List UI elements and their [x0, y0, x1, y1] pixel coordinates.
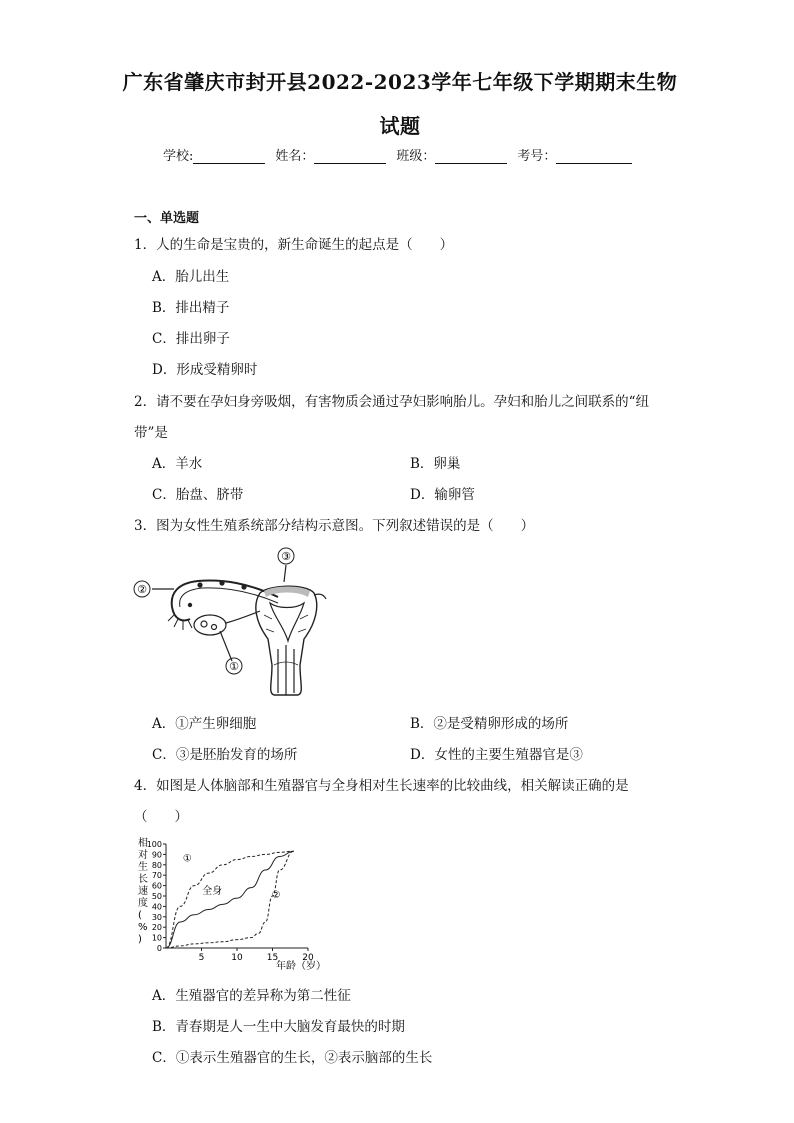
series-label: 全身 — [202, 885, 223, 897]
q1-option-c[interactable]: C．排出卵子 — [152, 331, 230, 347]
q1-option-d[interactable]: D．形成受精卵时 — [152, 362, 258, 378]
x-tick-label: 20 — [302, 953, 314, 963]
question-3-stem: 3．图为女性生殖系统部分结构示意图。下列叙述错误的是（ ） — [134, 518, 535, 534]
q2-option-a[interactable]: A．羊水 — [152, 456, 203, 472]
x-tick-label: 15 — [266, 953, 279, 963]
question-2-stem-line1: 2．请不要在孕妇身旁吸烟，有害物质会通过孕妇影响胎儿。孕妇和胎儿之间联系的“纽 — [134, 394, 649, 410]
chart-ylabel: 相对生长速度( % ) — [138, 838, 148, 945]
q2-option-b[interactable]: B．卵巢 — [410, 456, 461, 472]
y-tick-label: 30 — [151, 912, 162, 922]
x-tick-label: 5 — [198, 953, 205, 963]
exam-number-field[interactable]: 考号： — [517, 145, 638, 164]
section-heading: 一、单选题 — [134, 211, 200, 226]
female-reproductive-system-figure — [128, 545, 328, 700]
x-tick-label: 10 — [231, 953, 243, 963]
exam-title-line2: 试题 — [379, 114, 421, 138]
exam-title-line1: 广东省肇庆市封开县2022-2023学年七年级下学期期末生物 — [122, 70, 678, 94]
name-field[interactable]: 姓名： — [275, 145, 392, 164]
q1-option-b[interactable]: B．排出精子 — [152, 300, 230, 316]
y-tick-label: 70 — [151, 871, 162, 881]
chart-xlabel: 年龄（岁） — [276, 961, 326, 972]
question-1-stem: 1．人的生命是宝贵的，新生命诞生的起点是（ ） — [134, 237, 454, 253]
y-tick-label: 50 — [151, 892, 162, 901]
growth-rate-chart — [128, 828, 328, 978]
student-info-row — [163, 145, 638, 164]
question-4-stem-line1: 4．如图是人体脑部和生殖器官与全身相对生长速率的比较曲线，相关解读正确的是 — [134, 778, 629, 794]
q3-option-d[interactable]: D．女性的主要生殖器官是③ — [410, 747, 583, 763]
question-2-stem-line2: 带”是 — [134, 425, 168, 441]
school-field[interactable]: 学校: — [163, 145, 271, 164]
series-label: ① — [182, 853, 192, 865]
y-tick-label: 20 — [151, 923, 162, 933]
y-tick-label: 0 — [156, 944, 162, 953]
q4-option-a[interactable]: A．生殖器官的差异称为第二性征 — [152, 988, 351, 1004]
series-label: ② — [271, 890, 281, 902]
q4-option-b[interactable]: B．青春期是人一生中大脑发育最快的时期 — [152, 1019, 405, 1035]
figure3-label-1: ① — [229, 660, 239, 673]
q3-option-b[interactable]: B．②是受精卵形成的场所 — [410, 716, 569, 732]
y-tick-label: 80 — [151, 860, 162, 870]
q1-option-a[interactable]: A．胎儿出生 — [152, 269, 230, 285]
figure3-label-3: ③ — [281, 550, 291, 563]
y-tick-label: 90 — [151, 850, 162, 860]
q3-option-a[interactable]: A．①产生卵细胞 — [152, 716, 257, 732]
y-tick-label: 40 — [151, 902, 162, 912]
q2-option-c[interactable]: C．胎盘、脐带 — [152, 487, 244, 503]
class-field[interactable]: 班级： — [396, 145, 513, 164]
question-4-stem-line2: （ ） — [134, 809, 188, 825]
y-tick-label: 10 — [151, 933, 162, 943]
q2-option-d[interactable]: D．输卵管 — [410, 487, 475, 503]
y-tick-label: 60 — [151, 881, 162, 891]
q3-option-c[interactable]: C．③是胚胎发育的场所 — [152, 747, 298, 763]
figure3-label-2: ② — [137, 583, 147, 596]
q4-option-c[interactable]: C．①表示生殖器官的生长，②表示脑部的生长 — [152, 1050, 433, 1066]
y-tick-label: 100 — [146, 840, 162, 849]
